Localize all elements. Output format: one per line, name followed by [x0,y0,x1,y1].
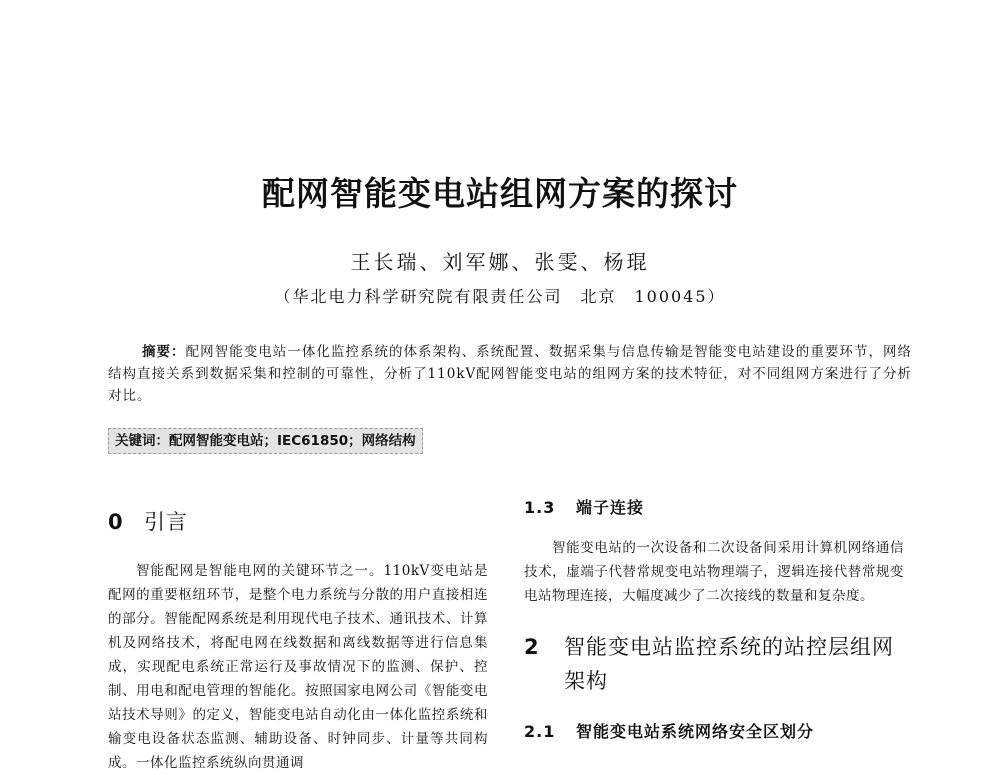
section-number: 0 [108,510,124,534]
abstract-label: 摘要： [142,344,186,360]
keywords-text: 配网智能变电站；IEC61850；网络结构 [169,433,416,449]
left-column [108,505,488,775]
section-heading-security-zones [524,718,904,746]
section-number: 2.1 [524,722,556,741]
abstract [108,341,912,407]
keywords-label: 关键词： [115,433,169,449]
author-list: 王长瑞、刘军娜、张雯、杨琨 [350,250,650,274]
section-heading-station-control-layer [524,630,904,698]
right-column [524,494,904,746]
section-title: 端子连接 [576,498,645,517]
abstract-text: 配网智能变电站一体化监控系统的体系架构、系统配置、数据采集与信息传输是智能变电站建设的重要环节，网络结构直接关系到数据采集和控制的可靠性，分析了110kV配网智能变电站的组网方案的技术特征，对不同组网方案进行了分析对比。 [108,344,913,404]
section-number: 1.3 [524,498,556,517]
section-title: 智能变电站监控系统的站控层组网架构 [564,635,894,693]
section-heading-terminal-connection [524,494,904,522]
section-title: 引言 [144,510,188,534]
section-number: 2 [524,635,540,659]
author-affiliation: （华北电力科学研究院有限责任公司 北京 100045） [274,287,726,306]
section-heading-introduction [108,505,488,539]
keywords [108,428,423,454]
paper-title: 配网智能变电站组网方案的探讨 [262,174,738,213]
section-body-terminal-connection: 智能变电站的一次设备和二次设备间采用计算机网络通信技术，虚端子代替常规变电站物理端子，逻辑连接代替常规变电站物理连接，大幅度减少了二次接线的数量和复杂度。 [524,540,904,604]
section-title: 智能变电站系统网络安全区划分 [576,722,815,741]
section-body-introduction: 智能配网是智能电网的关键环节之一。110kV变电站是配网的重要枢纽环节，是整个电力系统与分散的用户直接相连的部分。智能配网系统是利用现代电子技术、通讯技术、计算机及网络技术，将配电网在线数据和离线数据等进行信息集成，实现配电系统正常运行及事故情况下的监测、保护、控制、用电和配电管理的智能化。按照国家电网公司《智能变电站技术导则》的定义，智能变电站自动化由一体化监控系统和输变电设备状态监测、辅助设备、时钟同步、计量等共同构成。一体化监控系统纵向贯通调 [108,563,488,771]
